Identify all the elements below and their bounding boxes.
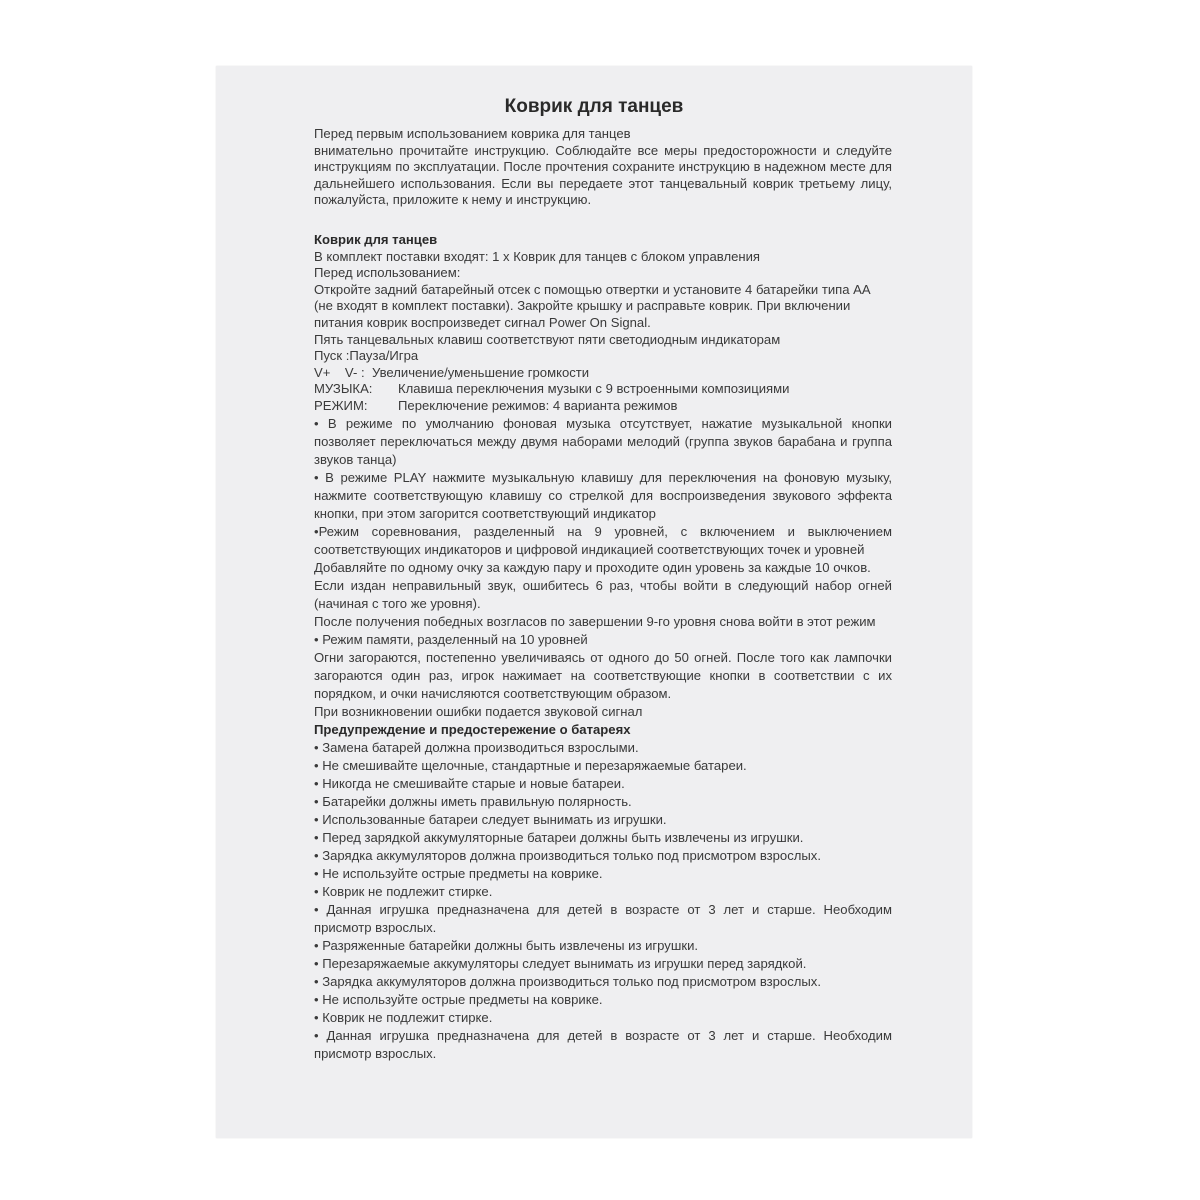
document-title: Коврик для танцев [504,96,684,117]
mode-item: Огни загораются, постепенно увеличиваясь от одного до 50 огней. После того как лампочки загораются один раз, игрок нажимает на соответствующие кнопки в соответствии с их порядком, и очки начисляются соответствующим образом. [314,649,892,701]
warning-item: • Не смешивайте щелочные, стандартные и перезаряжаемые батареи. [314,757,747,773]
warning-item: • Коврик не подлежит стирке. [314,883,493,899]
warning-item: • Данная игрушка предназначена для детей в возрасте от 3 лет и старше. Необходим присмотр взрослых. [314,1027,892,1061]
warning-item: • Данная игрушка предназначена для детей в возрасте от 3 лет и старше. Необходим присмотр взрослых. [314,901,892,935]
warning-item: • Использованные батареи следует вынимать из игрушки. [314,811,667,827]
mode-item: •Режим соревнования, разделенный на 9 уровней, с включением и выключением соответствующих индикаторов и цифровой индикацией соответствующих точек и уровней [314,523,892,557]
warning-item: • Не используйте острые предметы на коврике. [314,865,603,881]
mode-row [314,398,892,415]
mode-item: Добавляйте по одному очку за каждую пару и проходите один уровень за каждые 10 очков. [314,559,871,575]
spacer [314,209,892,232]
mode-item: • В режиме по умолчанию фоновая музыка отсутствует, нажатие музыкальной кнопки позволяет переключаться между двумя наборами мелодий (группа звуков барабана и группа звуков танца) [314,415,892,467]
warning-item: • Не используйте острые предметы на коврике. [314,991,603,1007]
music-key-label: МУЗЫКА: [314,381,373,397]
keys-leds-text: Пять танцевальных клавиш соответствуют пяти светодиодным индикаторам [314,331,781,347]
mode-item: Если издан неправильный звук, ошибитесь 6 раз, чтобы войти в следующий набор огней (начиная с того же уровня). [314,577,892,611]
section-heading-mat: Коврик для танцев [314,231,438,247]
volume-description: Увеличение/уменьшение громкости [372,364,590,380]
warning-item: • Батарейки должны иметь правильную полярность. [314,793,632,809]
start-pause-text: Пуск :Пауза/Игра [314,348,419,364]
mode-list [314,415,892,1063]
warning-item: • Перезаряжаемые аккумуляторы следует вынимать из игрушки перед зарядкой. [314,955,807,971]
before-use-heading: Перед использованием: [314,265,461,281]
mode-item: При возникновении ошибки подается звуковой сигнал [314,703,643,719]
mode-item: • В режиме PLAY нажмите музыкальную клавишу для переключения на фоновую музыку, нажмите соответствующую клавишу со стрелкой для воспроизведения звукового эффекта кнопки, при этом загорится соответствующий индикатор [314,469,892,521]
music-row [314,381,892,398]
kit-contents: В комплект поставки входят: 1 х Коврик для танцев с блоком управления [314,248,761,264]
document-body [314,126,892,1063]
warning-item: • Замена батарей должна производиться взрослыми. [314,739,639,755]
volume-row [314,365,892,382]
mode-item: • Режим памяти, разделенный на 10 уровней [314,631,588,647]
mode-description: Переключение режимов: 4 варианта режимов [398,397,678,413]
mode-item: После получения победных возгласов по завершении 9-го уровня снова войти в этот режим [314,613,876,629]
warning-item: • Никогда не смешивайте старые и новые батареи. [314,775,625,791]
instruction-sheet [216,66,972,1138]
battery-install-text: Откройте задний батарейный отсек с помощью отвертки и установите 4 батарейки типа АА (не входят в комплект поставки). Закройте крышку и расправьте коврик. При включении питания коврик воспроизведет сигнал Power On Signal. [314,281,871,330]
intro-paragraph: Перед первым использованием коврика для танцев внимательно прочитайте инструкцию. Соблюдайте все меры предосторожности и следуйте инструкциям по эксплуатации. После прочтения сохраните инструкцию в надежном месте для дальнейшего использования. Если вы передаете этот танцевальный коврик третьему лицу, пожалуйста, приложите к нему и инструкцию. [314,126,892,208]
mode-key-label: РЕЖИМ: [314,397,368,413]
warning-item: • Зарядка аккумуляторов должна производиться только под присмотром взрослых. [314,847,821,863]
volume-key-label: V+ V- : [314,364,365,380]
section-heading-battery-warnings: Предупреждение и предостережение о батареях [314,721,631,737]
music-description: Клавиша переключения музыки с 9 встроенными композициями [398,381,790,397]
warning-item: • Перед зарядкой аккумуляторные батареи должны быть извлечены из игрушки. [314,829,804,845]
warning-item: • Зарядка аккумуляторов должна производиться только под присмотром взрослых. [314,973,821,989]
warning-item: • Разряженные батарейки должны быть извлечены из игрушки. [314,937,699,953]
warning-item: • Коврик не подлежит стирке. [314,1009,493,1025]
